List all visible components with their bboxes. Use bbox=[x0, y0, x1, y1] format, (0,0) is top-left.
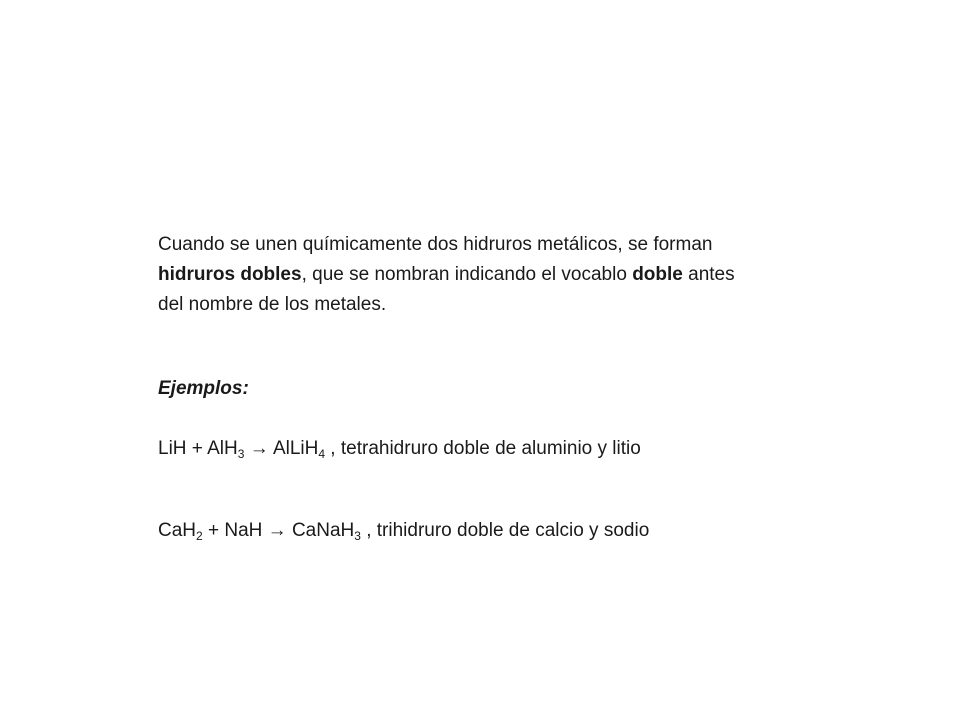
intro-text-2: , que se nombran indicando el vocablo bbox=[301, 264, 633, 285]
slide-content bbox=[158, 230, 798, 543]
intro-text-3: antes del nombre de los metales. bbox=[158, 264, 735, 315]
eq1-compound-name: , tetrahidruro doble de aluminio y litio bbox=[325, 438, 641, 459]
eq2-reactant-1: CaH bbox=[158, 520, 197, 541]
eq2-reactant-subscript: 2 bbox=[196, 529, 203, 543]
eq1-product-subscript: 4 bbox=[318, 447, 326, 461]
eq2-reactant-2: + NaH bbox=[202, 520, 263, 541]
eq1-reactant-subscript: 3 bbox=[237, 447, 245, 461]
example-equation-1 bbox=[158, 434, 641, 464]
intro-bold-doble: doble bbox=[632, 264, 683, 285]
intro-paragraph bbox=[158, 230, 748, 320]
eq2-compound-name: , trihidruro doble de calcio y sodio bbox=[360, 520, 650, 541]
eq2-product-subscript: 3 bbox=[354, 529, 361, 543]
intro-text-1: Cuando se unen químicamente dos hidruros metálicos, se forman bbox=[158, 234, 713, 255]
eq1-reactants: LiH + AlH bbox=[158, 438, 238, 459]
example-equation-2 bbox=[158, 516, 649, 546]
intro-bold-hidruros-dobles: hidruros dobles bbox=[158, 264, 302, 285]
eq2-arrow: → bbox=[262, 520, 292, 541]
examples-heading: Ejemplos: bbox=[158, 378, 249, 399]
eq1-arrow: → bbox=[244, 438, 273, 459]
eq2-product: CaNaH bbox=[291, 520, 355, 541]
eq1-product: AlLiH bbox=[272, 438, 319, 459]
